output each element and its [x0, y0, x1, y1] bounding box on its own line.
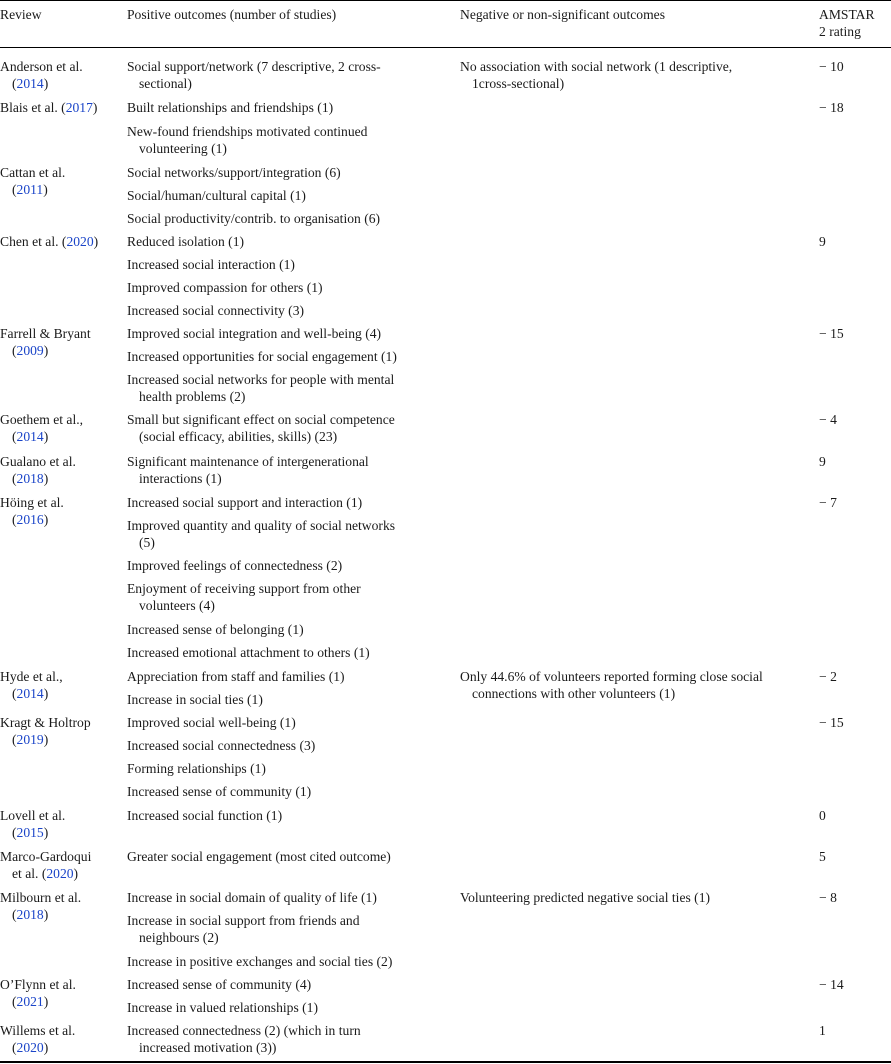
review-year-link: 2014: [16, 76, 44, 91]
review-cell: [0, 976, 76, 1010]
review-year-link: 2018: [16, 471, 44, 486]
positive-outcome-item: [127, 411, 395, 445]
review-author-line: [0, 668, 63, 685]
positive-outcome-line: Improved compassion for others (1): [127, 280, 323, 295]
header-negative-outcomes: Negative or non-significant outcomes: [460, 7, 665, 22]
review-cell: [0, 58, 83, 92]
positive-outcome-line: Increased sense of community (4): [127, 977, 312, 992]
review-author-line: [0, 714, 91, 731]
review-cell: [0, 668, 63, 702]
review-paren-open: (: [12, 429, 17, 444]
table-bottom-rule: [0, 1061, 891, 1063]
review-year-link: 2016: [16, 512, 44, 527]
negative-outcome-item: [460, 889, 710, 906]
review-author-line: [0, 976, 76, 993]
positive-outcome-line: Social support/network (7 descriptive, 2 cross-: [127, 59, 381, 74]
positive-outcome-item: [127, 848, 391, 865]
review-paren-open: (: [12, 825, 17, 840]
amstar-rating: − 15: [819, 715, 844, 730]
positive-outcome-item: [127, 621, 304, 638]
positive-outcome-item: [127, 557, 342, 574]
positive-outcome-item: [127, 668, 345, 685]
positive-outcome-line: Increase in valued relationships (1): [127, 1000, 318, 1015]
review-paren-open: (: [12, 732, 17, 747]
review-citation-line: [0, 731, 91, 748]
table-header-rule: [0, 47, 891, 48]
review-year-link: 2021: [16, 994, 44, 1009]
positive-outcome-item: [127, 580, 361, 614]
review-year-link: 2015: [16, 825, 44, 840]
positive-outcome-item: [127, 302, 304, 319]
review-year-link: 2017: [65, 100, 93, 115]
review-paren-close: ): [43, 907, 49, 922]
review-year-link: 2020: [66, 234, 94, 249]
positive-outcome-item: [127, 691, 263, 708]
positive-outcome-item: [127, 348, 397, 365]
review-citation-line: [0, 75, 83, 92]
amstar-rating: − 18: [819, 100, 844, 115]
amstar-rating: − 7: [819, 495, 837, 510]
positive-outcome-item: [127, 123, 367, 157]
review-author-line: [0, 325, 91, 342]
review-year-link: 2014: [16, 429, 44, 444]
positive-outcome-item: [127, 279, 323, 296]
positive-outcome-line: Increased emotional attachment to others (1): [127, 645, 370, 660]
header-review: Review: [0, 7, 42, 22]
review-author: Farrell & Bryant: [0, 326, 91, 341]
review-paren-close: ): [43, 732, 49, 747]
positive-outcome-item: [127, 256, 295, 273]
amstar-rating: − 15: [819, 326, 844, 341]
review-paren-close: ): [43, 512, 49, 527]
amstar-rating: − 10: [819, 59, 844, 74]
review-year-link: 2014: [16, 686, 44, 701]
negative-outcome-line: Only 44.6% of volunteers reported forming close social: [460, 669, 763, 684]
negative-outcome-line: No association with social network (1 descriptive,: [460, 59, 733, 74]
positive-outcome-line: Improved quantity and quality of social networks: [127, 518, 396, 533]
review-author: Chen et al. (: [0, 234, 67, 249]
positive-outcome-line: Reduced isolation (1): [127, 234, 245, 249]
review-author: Cattan et al.: [0, 165, 66, 180]
review-paren-open: (: [12, 994, 17, 1009]
positive-outcome-item: [127, 210, 380, 227]
review-paren-open: (: [12, 512, 17, 527]
positive-outcome-item: [127, 187, 306, 204]
positive-outcome-item: [127, 1022, 361, 1056]
review-paren-close: ): [43, 429, 49, 444]
positive-outcome-line: Improved feelings of connectedness (2): [127, 558, 343, 573]
positive-outcome-line: increased motivation (3)): [139, 1040, 277, 1055]
review-author-line: [0, 411, 83, 428]
review-paren-close: ): [43, 76, 49, 91]
positive-outcome-item: [127, 807, 282, 824]
review-cell: [0, 453, 76, 487]
review-author: Anderson et al.: [0, 59, 83, 74]
review-author-line: [0, 164, 65, 181]
review-citation-line: [0, 906, 81, 923]
positive-outcome-item: [127, 494, 362, 511]
positive-outcome-item: [127, 760, 266, 777]
positive-outcome-line: (5): [139, 535, 155, 550]
positive-outcome-line: Increased social support and interaction (1): [127, 495, 363, 510]
table-top-rule: [0, 0, 891, 1]
positive-outcome-line: sectional): [139, 76, 192, 91]
review-cell: [0, 1022, 75, 1056]
positive-outcome-line: Improved social well-being (1): [127, 715, 296, 730]
positive-outcome-line: Increased social function (1): [127, 808, 283, 823]
positive-outcome-line: Increase in social domain of quality of life (1): [127, 890, 377, 905]
positive-outcome-line: Small but significant effect on social competence: [127, 412, 395, 427]
review-paren-close: ): [43, 471, 49, 486]
positive-outcome-line: volunteering (1): [139, 141, 227, 156]
review-cell: [0, 325, 91, 359]
review-citation-line: [0, 685, 63, 702]
review-paren-open: (: [12, 182, 17, 197]
review-author-line: [0, 58, 83, 75]
review-cell: [0, 164, 65, 198]
positive-outcome-line: Social/human/cultural capital (1): [127, 188, 306, 203]
positive-outcome-item: [127, 517, 395, 551]
amstar-rating: 5: [819, 849, 826, 864]
positive-outcome-line: neighbours (2): [139, 930, 219, 945]
positive-outcome-line: Increase in social ties (1): [127, 692, 263, 707]
positive-outcome-line: Appreciation from staff and families (1): [127, 669, 345, 684]
review-cell: [0, 99, 97, 116]
negative-outcome-line: Volunteering predicted negative social ties (1): [460, 890, 711, 905]
positive-outcome-line: interactions (1): [139, 471, 222, 486]
positive-outcome-item: [127, 912, 360, 946]
header-positive-outcomes: Positive outcomes (number of studies): [127, 7, 337, 22]
positive-outcome-line: Increased sense of belonging (1): [127, 622, 304, 637]
review-paren-open: (: [12, 343, 17, 358]
positive-outcome-item: [127, 999, 318, 1016]
review-cell: [0, 848, 91, 882]
positive-outcome-line: Forming relationships (1): [127, 761, 266, 776]
review-author: Marco-Gardoqui: [0, 849, 92, 864]
review-cell: [0, 411, 83, 445]
review-author-line: [0, 1022, 75, 1039]
review-paren: ): [93, 234, 99, 249]
review-year-link: 2018: [16, 907, 44, 922]
positive-outcome-item: [127, 58, 381, 92]
negative-outcome-item: [460, 668, 763, 702]
review-paren-open: (: [12, 76, 17, 91]
review-author-line: [0, 494, 64, 511]
review-year-link: 2019: [16, 732, 44, 747]
review-citation-line: [0, 865, 91, 882]
amstar-rating: − 8: [819, 890, 837, 905]
review-citation-line: [0, 511, 64, 528]
review-cell: [0, 494, 64, 528]
review-year-link: 2020: [16, 1040, 44, 1055]
review-author: Willems et al.: [0, 1023, 76, 1038]
positive-outcome-item: [127, 889, 377, 906]
amstar-rating: 9: [819, 234, 826, 249]
review-citation-line: [0, 342, 91, 359]
positive-outcome-item: [127, 783, 311, 800]
review-author: Blais et al. (: [0, 100, 66, 115]
header-amstar-line2: 2 rating: [819, 24, 861, 39]
review-citation-line: [0, 428, 83, 445]
review-author: Milbourn et al.: [0, 890, 82, 905]
review-paren-close: ): [43, 182, 48, 197]
positive-outcome-line: Increased social connectedness (3): [127, 738, 316, 753]
positive-outcome-line: (social efficacy, abilities, skills) (23): [139, 429, 338, 444]
review-year-link: 2020: [46, 866, 74, 881]
positive-outcome-line: Built relationships and friendships (1): [127, 100, 334, 115]
positive-outcome-item: [127, 453, 369, 487]
review-author: Kragt & Holtrop: [0, 715, 91, 730]
review-paren-open: (: [12, 471, 17, 486]
positive-outcome-item: [127, 953, 392, 970]
positive-outcome-line: Social productivity/contrib. to organisation (6): [127, 211, 381, 226]
review-author: Höing et al.: [0, 495, 64, 510]
review-cell: [0, 714, 91, 748]
amstar-rating: 0: [819, 808, 826, 823]
negative-outcome-line: 1cross-sectional): [472, 76, 565, 91]
positive-outcome-line: Increase in social support from friends and: [127, 913, 360, 928]
positive-outcome-item: [127, 99, 333, 116]
positive-outcome-item: [127, 325, 381, 342]
review-paren-open: (: [12, 1040, 17, 1055]
review-year-link: 2011: [16, 182, 44, 197]
amstar-rating: − 14: [819, 977, 844, 992]
review-paren-close: ): [43, 1040, 49, 1055]
positive-outcome-item: [127, 644, 370, 661]
review-paren-close: ): [43, 343, 49, 358]
positive-outcome-item: [127, 371, 394, 405]
positive-outcome-line: Increased social networks for people with mental: [127, 372, 395, 387]
review-paren-open: et al. (: [12, 866, 47, 881]
review-cell: [0, 889, 81, 923]
amstar-rating: 1: [819, 1023, 826, 1038]
positive-outcome-line: Significant maintenance of intergenerational: [127, 454, 369, 469]
positive-outcome-line: New-found friendships motivated continued: [127, 124, 368, 139]
negative-outcome-line: connections with other volunteers (1): [472, 686, 676, 701]
review-paren-open: (: [12, 686, 17, 701]
review-paren-close: ): [43, 686, 49, 701]
amstar-rating: − 2: [819, 669, 837, 684]
review-year-link: 2009: [16, 343, 44, 358]
review-paren-open: (: [12, 907, 17, 922]
positive-outcome-line: Increased social connectivity (3): [127, 303, 305, 318]
negative-outcome-item: [460, 58, 732, 92]
review-author-line: [0, 889, 81, 906]
positive-outcome-line: Social networks/support/integration (6): [127, 165, 341, 180]
review-author: Gualano et al.: [0, 454, 76, 469]
positive-outcome-line: Enjoyment of receiving support from other: [127, 581, 361, 596]
amstar-rating: − 4: [819, 412, 837, 427]
review-paren-close: ): [43, 994, 49, 1009]
positive-outcome-line: Increased connectedness (2) (which in turn: [127, 1023, 361, 1038]
review-citation-line: [0, 470, 76, 487]
review-author: Hyde et al.,: [0, 669, 63, 684]
positive-outcome-line: Increased sense of community (1): [127, 784, 312, 799]
review-author-line: [0, 453, 76, 470]
review-citation-line: [0, 181, 65, 198]
review-cell: [0, 807, 65, 841]
positive-outcome-item: [127, 737, 315, 754]
review-author: Goethem et al.,: [0, 412, 84, 427]
review-citation-line: [0, 993, 76, 1010]
review-author: Lovell et al.: [0, 808, 66, 823]
positive-outcome-line: Increase in positive exchanges and social ties (2): [127, 954, 393, 969]
review-author-line: [0, 848, 91, 865]
review-citation-line: [0, 824, 65, 841]
positive-outcome-line: Increased social interaction (1): [127, 257, 295, 272]
header-amstar-line1: AMSTAR: [819, 7, 875, 22]
review-citation-line: [0, 1039, 75, 1056]
review-author-line: [0, 807, 65, 824]
review-cell: [0, 233, 98, 250]
positive-outcome-line: health problems (2): [139, 389, 246, 404]
positive-outcome-item: [127, 976, 311, 993]
positive-outcome-item: [127, 164, 341, 181]
review-paren-close: ): [73, 866, 79, 881]
positive-outcome-line: Greater social engagement (most cited outcome): [127, 849, 391, 864]
positive-outcome-item: [127, 233, 244, 250]
positive-outcome-line: volunteers (4): [139, 598, 215, 613]
positive-outcome-item: [127, 714, 296, 731]
review-paren-close: ): [43, 825, 49, 840]
review-paren: ): [92, 100, 98, 115]
positive-outcome-line: Increased opportunities for social engagement (1): [127, 349, 397, 364]
positive-outcome-line: Improved social integration and well-being (4): [127, 326, 382, 341]
amstar-rating: 9: [819, 454, 826, 469]
review-author: O’Flynn et al.: [0, 977, 76, 992]
